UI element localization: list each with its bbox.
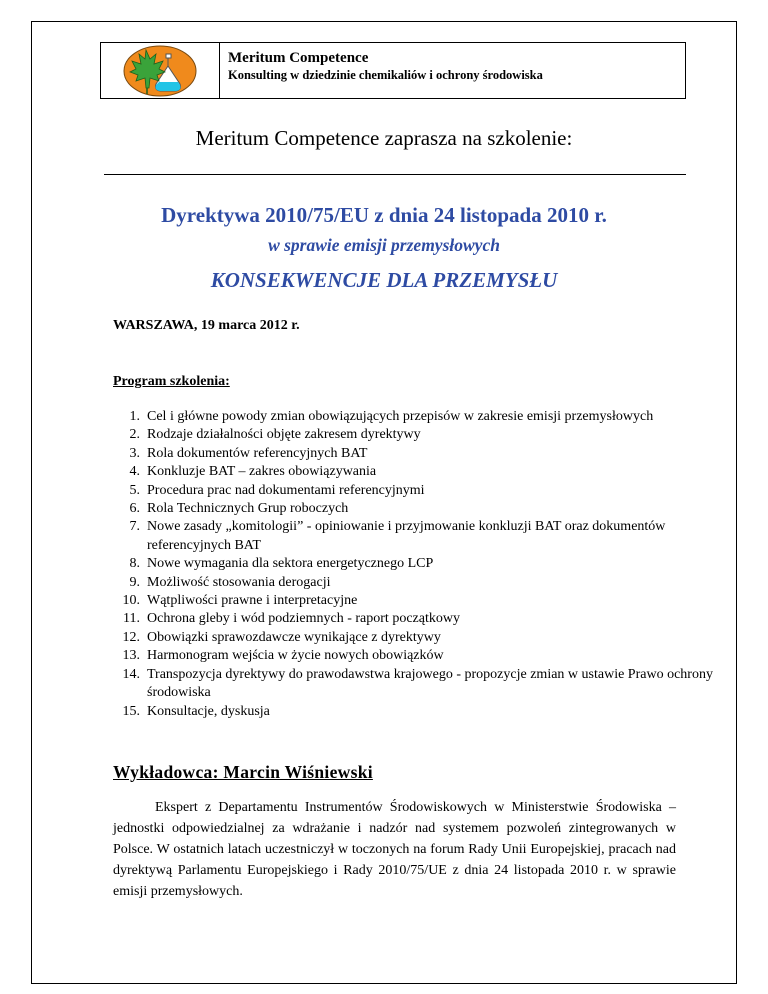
leaf-flask-logo-icon — [122, 44, 198, 98]
invitation-line: Meritum Competence zaprasza na szkolenie: — [195, 126, 573, 150]
list-item-number: 8. — [129, 556, 140, 572]
letterhead-text — [220, 43, 543, 98]
list-item-text: Konkluzje BAT – zakres obowiązywania — [147, 464, 377, 480]
list-item-text: Konsultacje, dyskusja — [147, 703, 270, 719]
list-item — [113, 445, 713, 463]
list-item — [113, 592, 713, 610]
list-item-number: 15. — [122, 703, 140, 719]
list-item — [113, 610, 713, 628]
list-item-text: Procedura prac nad dokumentami referencyjnymi — [147, 482, 425, 498]
list-item — [113, 666, 713, 703]
location-date: WARSZAWA, 19 marca 2012 r. — [113, 318, 300, 333]
list-item-text: Cel i główne powody zmian obowiązujących przepisów w zakresie emisji przemysłowych — [147, 409, 654, 424]
list-item-text: Obowiązki sprawozdawcze wynikające z dyrektywy — [147, 629, 441, 645]
training-consequences-title: KONSEKWENCJE DLA PRZEMYSŁU — [210, 268, 558, 292]
training-subtitle: w sprawie emisji przemysłowych — [268, 235, 500, 255]
list-item — [113, 463, 713, 481]
list-item-text: Rola Technicznych Grup roboczych — [147, 501, 349, 517]
company-name: Meritum Competence — [228, 50, 369, 66]
list-item-text: Nowe zasady „komitologii” - opiniowanie i przyjmowanie konkluzji BAT oraz dokumentów referencyjnych BAT — [147, 519, 666, 553]
list-item-text: Nowe wymagania dla sektora energetycznego LCP — [147, 556, 434, 572]
list-item-number: 2. — [129, 427, 140, 443]
list-item — [113, 574, 713, 592]
list-item-number: 12. — [122, 629, 140, 645]
list-item-number: 6. — [129, 501, 140, 517]
list-item — [113, 629, 713, 647]
list-item-number: 13. — [122, 648, 140, 664]
divider — [104, 174, 686, 175]
list-item — [113, 555, 713, 573]
logo — [101, 43, 220, 98]
list-item-text: Ochrona gleby i wód podziemnych - raport początkowy — [147, 611, 460, 627]
list-item — [113, 408, 713, 426]
list-item — [113, 703, 713, 721]
company-tagline: Konsulting w dziedzinie chemikaliów i ochrony środowiska — [228, 68, 543, 82]
letterhead — [100, 42, 686, 99]
list-item-text: Rodzaje działalności objęte zakresem dyrektywy — [147, 427, 421, 443]
list-item-number: 4. — [129, 464, 140, 480]
list-item-text: Możliwość stosowania derogacji — [147, 574, 331, 590]
list-item — [113, 647, 713, 665]
list-item-text: Wątpliwości prawne i interpretacyjne — [147, 593, 358, 609]
program-heading: Program szkolenia: — [113, 374, 230, 389]
program-list — [113, 408, 713, 721]
list-item — [113, 482, 713, 500]
list-item-text: Rola dokumentów referencyjnych BAT — [147, 445, 368, 461]
list-item-number: 11. — [123, 611, 140, 627]
list-item-number: 1. — [129, 409, 140, 424]
list-item-number: 7. — [129, 519, 140, 535]
list-item-text: Transpozycja dyrektywy do prawodawstwa krajowego - propozycje zmian w ustawie Prawo ochrony środowiska — [147, 666, 713, 701]
list-item — [113, 518, 713, 555]
lecturer-bio: Ekspert z Departamentu Instrumentów Środowiskowych w Ministerstwie Środowiska – jednostki odpowiedzialnej za wdrażanie i nadzór nad systemem pozwoleń zintegrowanych w Polsce. W ostatnich latach uczestniczył w toczonych na forum Rady Unii Europejskiej, pracach nad dyrektywą Parlamentu Europejskiego i Rady 2010/75/UE z dnia 24 listopada 2010 r. w sprawie emisji przemysłowych. — [113, 800, 676, 899]
list-item — [113, 426, 713, 444]
list-item-text: Harmonogram wejścia w życie nowych obowiązków — [147, 648, 444, 664]
lecturer-heading: Wykładowca: Marcin Wiśniewski — [113, 762, 373, 782]
list-item-number: 14. — [122, 666, 140, 682]
list-item-number: 10. — [122, 593, 140, 609]
training-title: Dyrektywa 2010/75/EU z dnia 24 listopada 2010 r. — [161, 203, 607, 227]
document-page — [31, 21, 737, 984]
list-item-number: 9. — [129, 574, 140, 590]
list-item-number: 5. — [129, 482, 140, 498]
list-item-number: 3. — [129, 445, 140, 461]
list-item — [113, 500, 713, 518]
